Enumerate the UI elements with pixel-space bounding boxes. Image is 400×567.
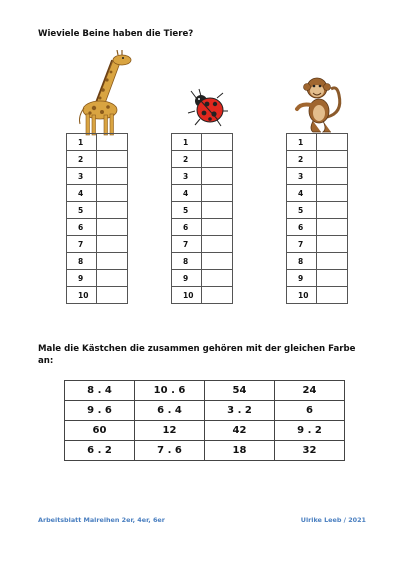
grid-row [65,441,345,461]
legs-row [172,185,233,202]
legs-table-ladybug [171,133,233,304]
row-number: 5 [172,202,202,219]
answer-cell[interactable] [97,270,128,287]
legs-row [172,236,233,253]
row-number: 1 [287,134,317,151]
answer-cell[interactable] [317,287,348,304]
row-number: 10 [287,287,317,304]
grid-row [65,401,345,421]
grid-cell[interactable]: 12 [135,421,205,441]
matching-grid [64,380,345,461]
grid-cell[interactable]: 9 . 6 [65,401,135,421]
row-number: 4 [67,185,97,202]
legs-row [287,202,348,219]
row-number: 9 [287,270,317,287]
legs-row [172,134,233,151]
grid-cell[interactable]: 10 . 6 [135,381,205,401]
legs-row [287,168,348,185]
task2-title: Male die Kästchen die zusammen gehören mit der gleichen Farbe an: [38,344,356,366]
row-number: 2 [172,151,202,168]
row-number: 3 [287,168,317,185]
answer-cell[interactable] [202,202,233,219]
row-number: 7 [172,236,202,253]
answer-cell[interactable] [317,134,348,151]
grid-cell[interactable]: 6 . 4 [135,401,205,421]
grid-cell[interactable]: 9 . 2 [275,421,345,441]
answer-cell[interactable] [317,168,348,185]
answer-cell[interactable] [97,253,128,270]
legs-row [172,151,233,168]
row-number: 9 [172,270,202,287]
answer-cell[interactable] [317,236,348,253]
legs-table-giraffe [66,133,128,304]
answer-cell[interactable] [202,270,233,287]
legs-row [172,168,233,185]
legs-row [67,202,128,219]
row-number: 5 [287,202,317,219]
row-number: 3 [172,168,202,185]
grid-cell[interactable]: 6 [275,401,345,421]
legs-row [172,270,233,287]
answer-cell[interactable] [97,185,128,202]
row-number: 1 [172,134,202,151]
answer-cell[interactable] [97,202,128,219]
answer-cell[interactable] [202,168,233,185]
legs-row [287,151,348,168]
legs-row [287,185,348,202]
legs-row [287,270,348,287]
legs-row [287,134,348,151]
legs-row [67,287,128,304]
row-number: 1 [67,134,97,151]
grid-cell[interactable]: 24 [275,381,345,401]
legs-row [287,219,348,236]
legs-row [287,253,348,270]
grid-cell[interactable]: 32 [275,441,345,461]
answer-cell[interactable] [97,151,128,168]
answer-cell[interactable] [97,168,128,185]
legs-row [172,287,233,304]
legs-row [67,253,128,270]
legs-row [67,134,128,151]
answer-cell[interactable] [97,219,128,236]
grid-row [65,381,345,401]
answer-cell[interactable] [317,253,348,270]
row-number: 2 [67,151,97,168]
legs-row [287,236,348,253]
answer-cell[interactable] [202,151,233,168]
monkey-image [293,73,345,133]
grid-row [65,421,345,441]
row-number: 8 [172,253,202,270]
legs-table-body [67,134,128,304]
legs-row [67,270,128,287]
grid-cell[interactable]: 42 [205,421,275,441]
legs-table-body [172,134,233,304]
legs-row [67,219,128,236]
grid-cell[interactable]: 6 . 2 [65,441,135,461]
legs-row [67,236,128,253]
answer-cell[interactable] [97,287,128,304]
legs-row [67,185,128,202]
row-number: 7 [67,236,97,253]
row-number: 6 [287,219,317,236]
grid-cell[interactable]: 7 . 6 [135,441,205,461]
row-number: 4 [287,185,317,202]
footer-author: Ulrike Leeb / 2021 [300,516,366,524]
grid-cell[interactable]: 8 . 4 [65,381,135,401]
grid-cell[interactable]: 3 . 2 [205,401,275,421]
row-number: 3 [67,168,97,185]
legs-table-body [287,134,348,304]
answer-cell[interactable] [202,134,233,151]
answer-cell[interactable] [317,151,348,168]
legs-table-monkey [286,133,348,304]
row-number: 6 [67,219,97,236]
row-number: 8 [287,253,317,270]
row-number: 10 [172,287,202,304]
answer-cell[interactable] [202,236,233,253]
answer-cell[interactable] [202,253,233,270]
answer-cell[interactable] [317,270,348,287]
legs-row [172,202,233,219]
grid-cell[interactable]: 54 [205,381,275,401]
row-number: 2 [287,151,317,168]
answer-cell[interactable] [202,185,233,202]
row-number: 9 [67,270,97,287]
answer-cell[interactable] [202,287,233,304]
legs-row [67,168,128,185]
legs-row [172,253,233,270]
row-number: 6 [172,219,202,236]
giraffe-image [74,50,136,136]
answer-cell[interactable] [97,236,128,253]
row-number: 5 [67,202,97,219]
legs-row [172,219,233,236]
footer-worksheet-title: Arbeitsblatt Malreihen 2er, 4er, 6er [38,516,165,524]
answer-cell[interactable] [317,185,348,202]
row-number: 7 [287,236,317,253]
task1-title: Wieviele Beine haben die Tiere? [38,29,194,39]
row-number: 8 [67,253,97,270]
legs-row [287,287,348,304]
answer-cell[interactable] [317,202,348,219]
answer-cell[interactable] [97,134,128,151]
grid-cell[interactable]: 60 [65,421,135,441]
answer-cell[interactable] [317,219,348,236]
ladybug-image [187,87,229,127]
row-number: 10 [67,287,97,304]
row-number: 4 [172,185,202,202]
answer-cell[interactable] [202,219,233,236]
legs-row [67,151,128,168]
grid-cell[interactable]: 18 [205,441,275,461]
